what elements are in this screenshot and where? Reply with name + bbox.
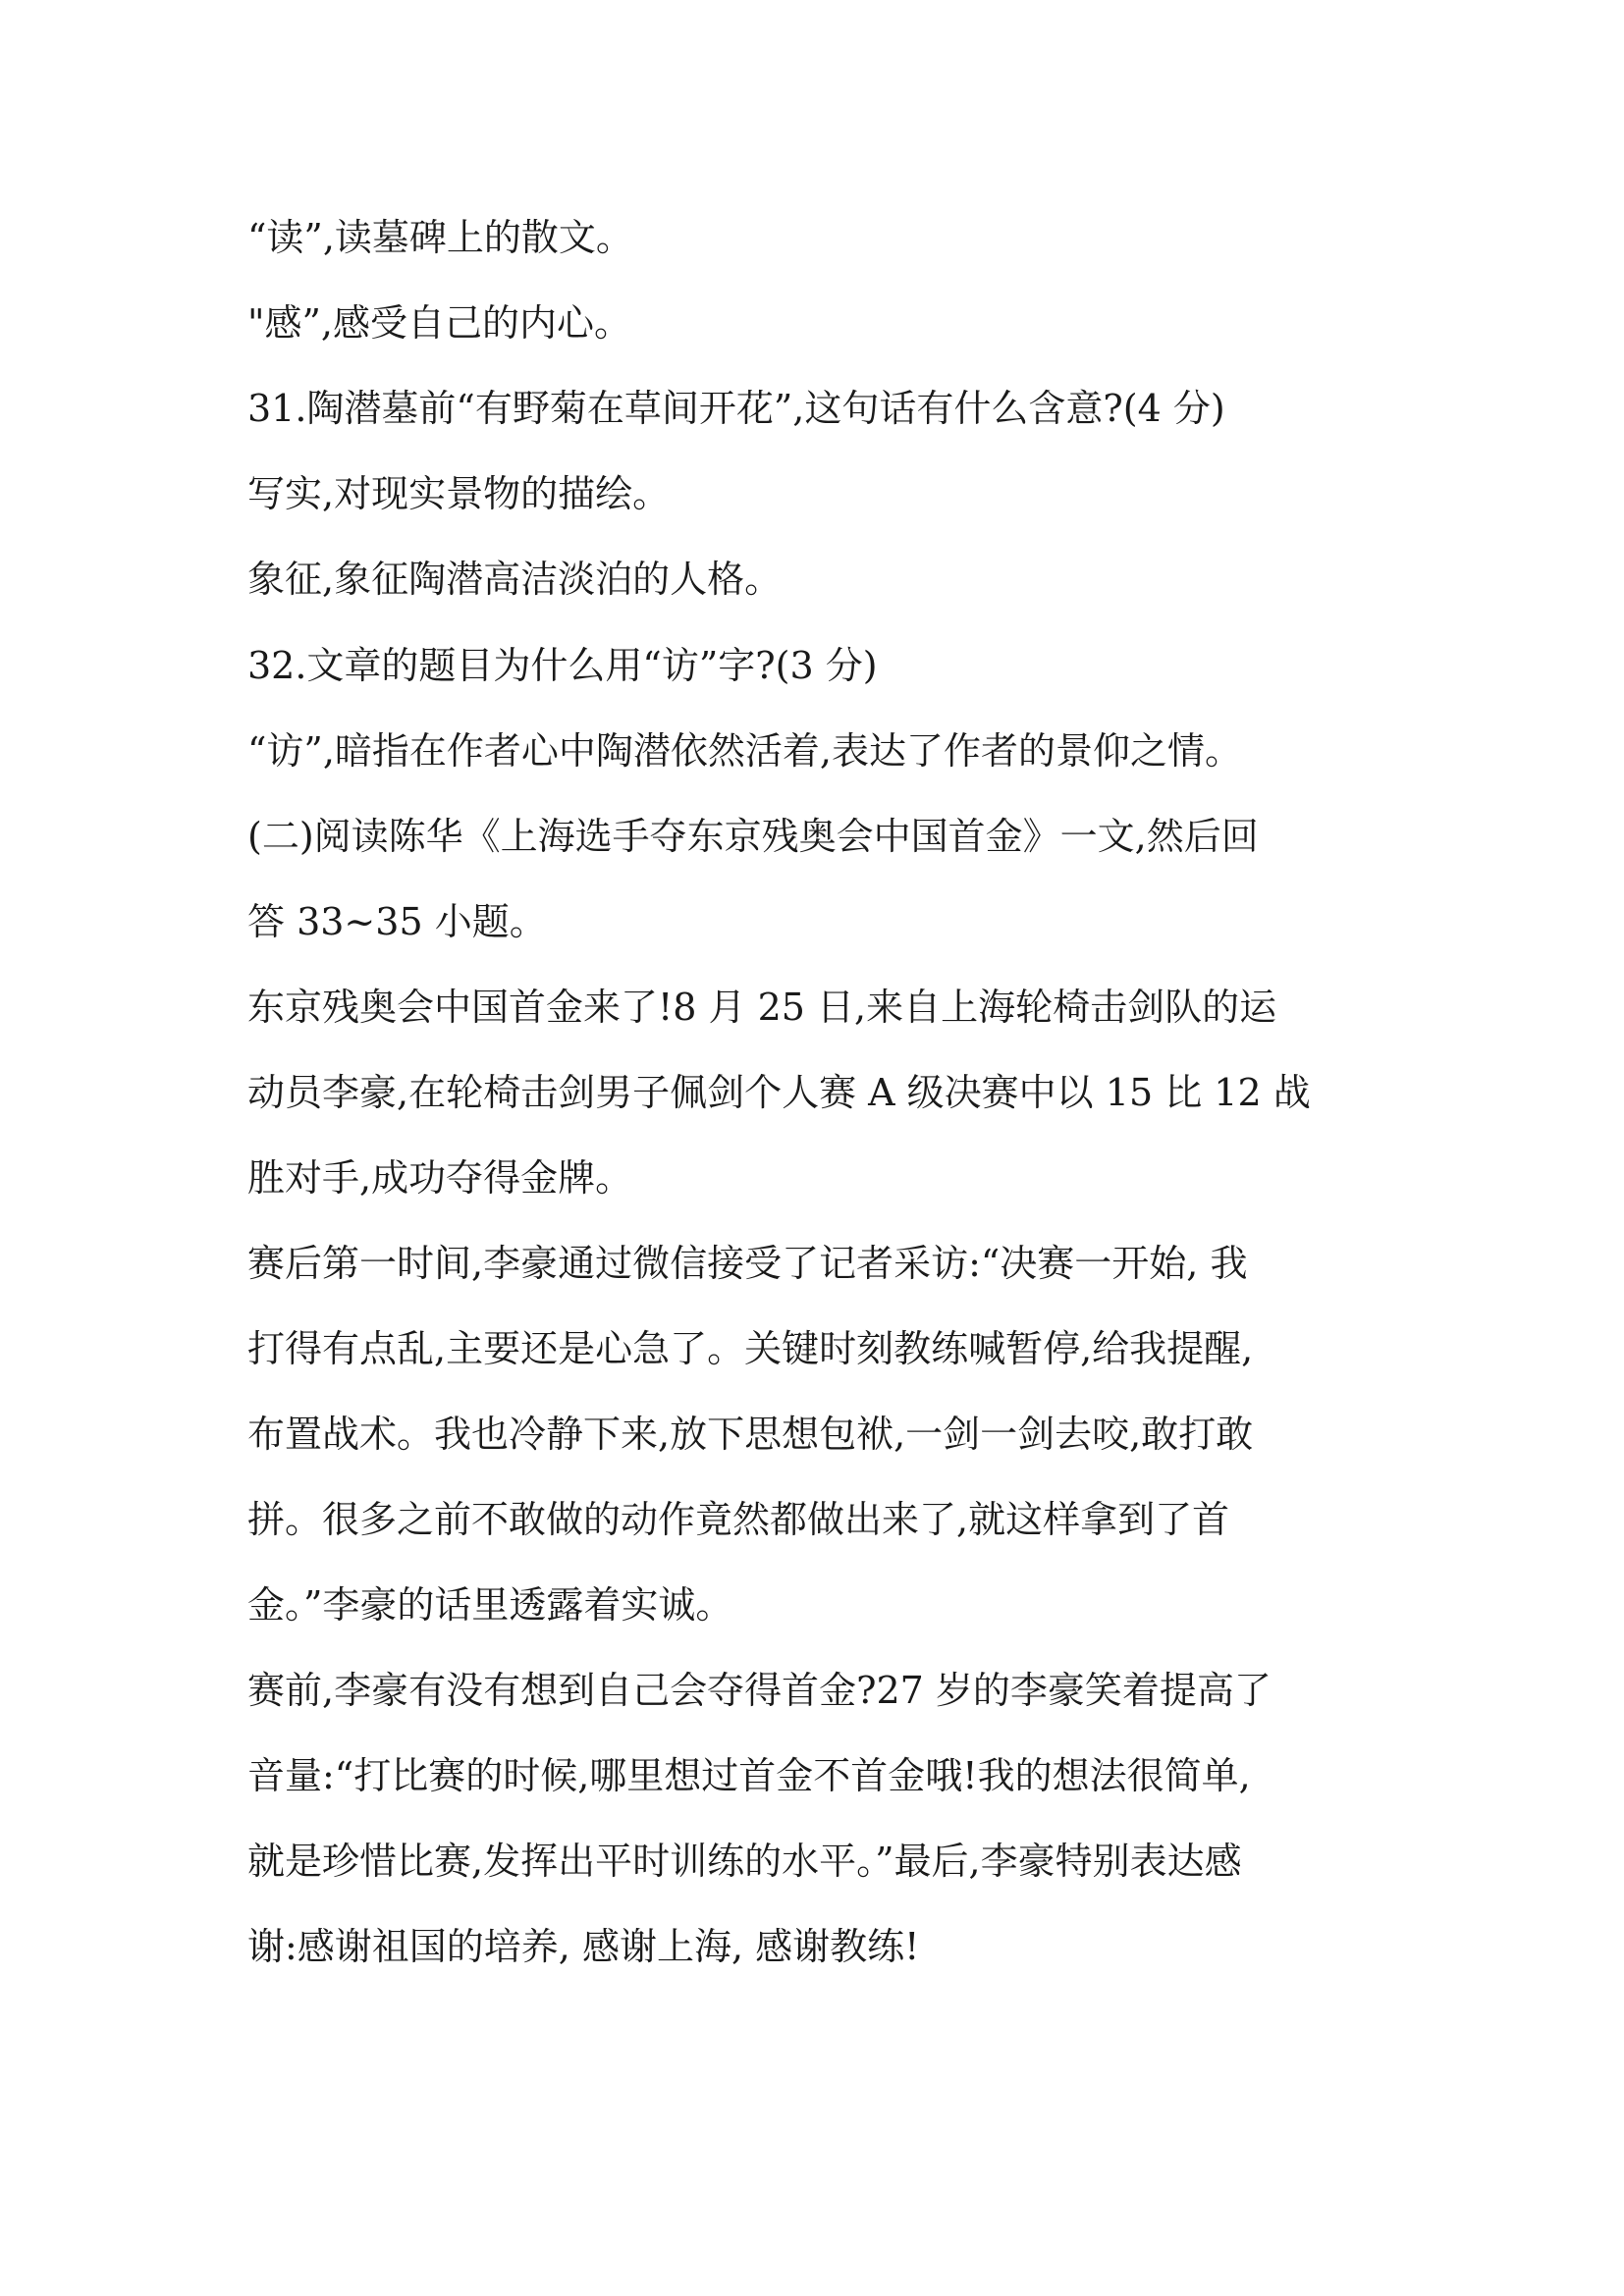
- article-paragraph-3-line-1: 赛前,李豪有没有想到自己会夺得首金?27 岁的李豪笑着提高了: [247, 1669, 1272, 1712]
- answer-read-line: “读”,读墓碑上的散文。: [247, 216, 633, 259]
- article-paragraph-1-line-2: 动员李豪,在轮椅击剑男子佩剑个人赛 A 级决赛中以 15 比 12 战: [247, 1071, 1311, 1114]
- article-paragraph-3-line-2: 音量:“打比赛的时候,哪里想过首金不首金哦!我的想法很简单,: [247, 1754, 1251, 1797]
- article-paragraph-2-line-3: 布置战术。我也冷静下来,放下思想包袱,一剑一剑去咬,敢打敢: [247, 1413, 1254, 1456]
- answer-31-realistic: 写实,对现实景物的描绘。: [247, 472, 671, 515]
- article-paragraph-1-line-1: 东京残奥会中国首金来了!8 月 25 日,来自上海轮椅击剑队的运: [247, 986, 1277, 1029]
- question-31: 31.陶潜墓前“有野菊在草间开花”,这句话有什么含意?(4 分): [247, 387, 1225, 430]
- section-two-heading: (二)阅读陈华《上海选手夺东京残奥会中国首金》一文,然后回: [247, 815, 1259, 858]
- question-32: 32.文章的题目为什么用“访”字?(3 分): [247, 644, 878, 687]
- section-two-heading-cont: 答 33~35 小题。: [247, 900, 547, 943]
- article-paragraph-2-line-1: 赛后第一时间,李豪通过微信接受了记者采访:“决赛一开始, 我: [247, 1242, 1248, 1285]
- article-paragraph-1-line-3: 胜对手,成功夺得金牌。: [247, 1156, 633, 1200]
- article-paragraph-2-line-5: 金。”李豪的话里透露着实诚。: [247, 1583, 733, 1627]
- answer-feel-line: "感”,感受自己的内心。: [247, 301, 631, 345]
- article-paragraph-3-line-4: 谢:感谢祖国的培养, 感谢上海, 感谢教练!: [247, 1925, 920, 1968]
- answer-31-symbolic: 象征,象征陶潜高洁淡泊的人格。: [247, 558, 783, 601]
- answer-32: “访”,暗指在作者心中陶潜依然活着,表达了作者的景仰之情。: [247, 729, 1243, 773]
- article-paragraph-3-line-3: 就是珍惜比赛,发挥出平时训练的水平。”最后,李豪特别表达感: [247, 1840, 1242, 1883]
- article-paragraph-2-line-4: 拼。很多之前不敢做的动作竟然都做出来了,就这样拿到了首: [247, 1498, 1230, 1541]
- article-paragraph-2-line-2: 打得有点乱,主要还是心急了。关键时刻教练喊暂停,给我提醒,: [247, 1327, 1254, 1370]
